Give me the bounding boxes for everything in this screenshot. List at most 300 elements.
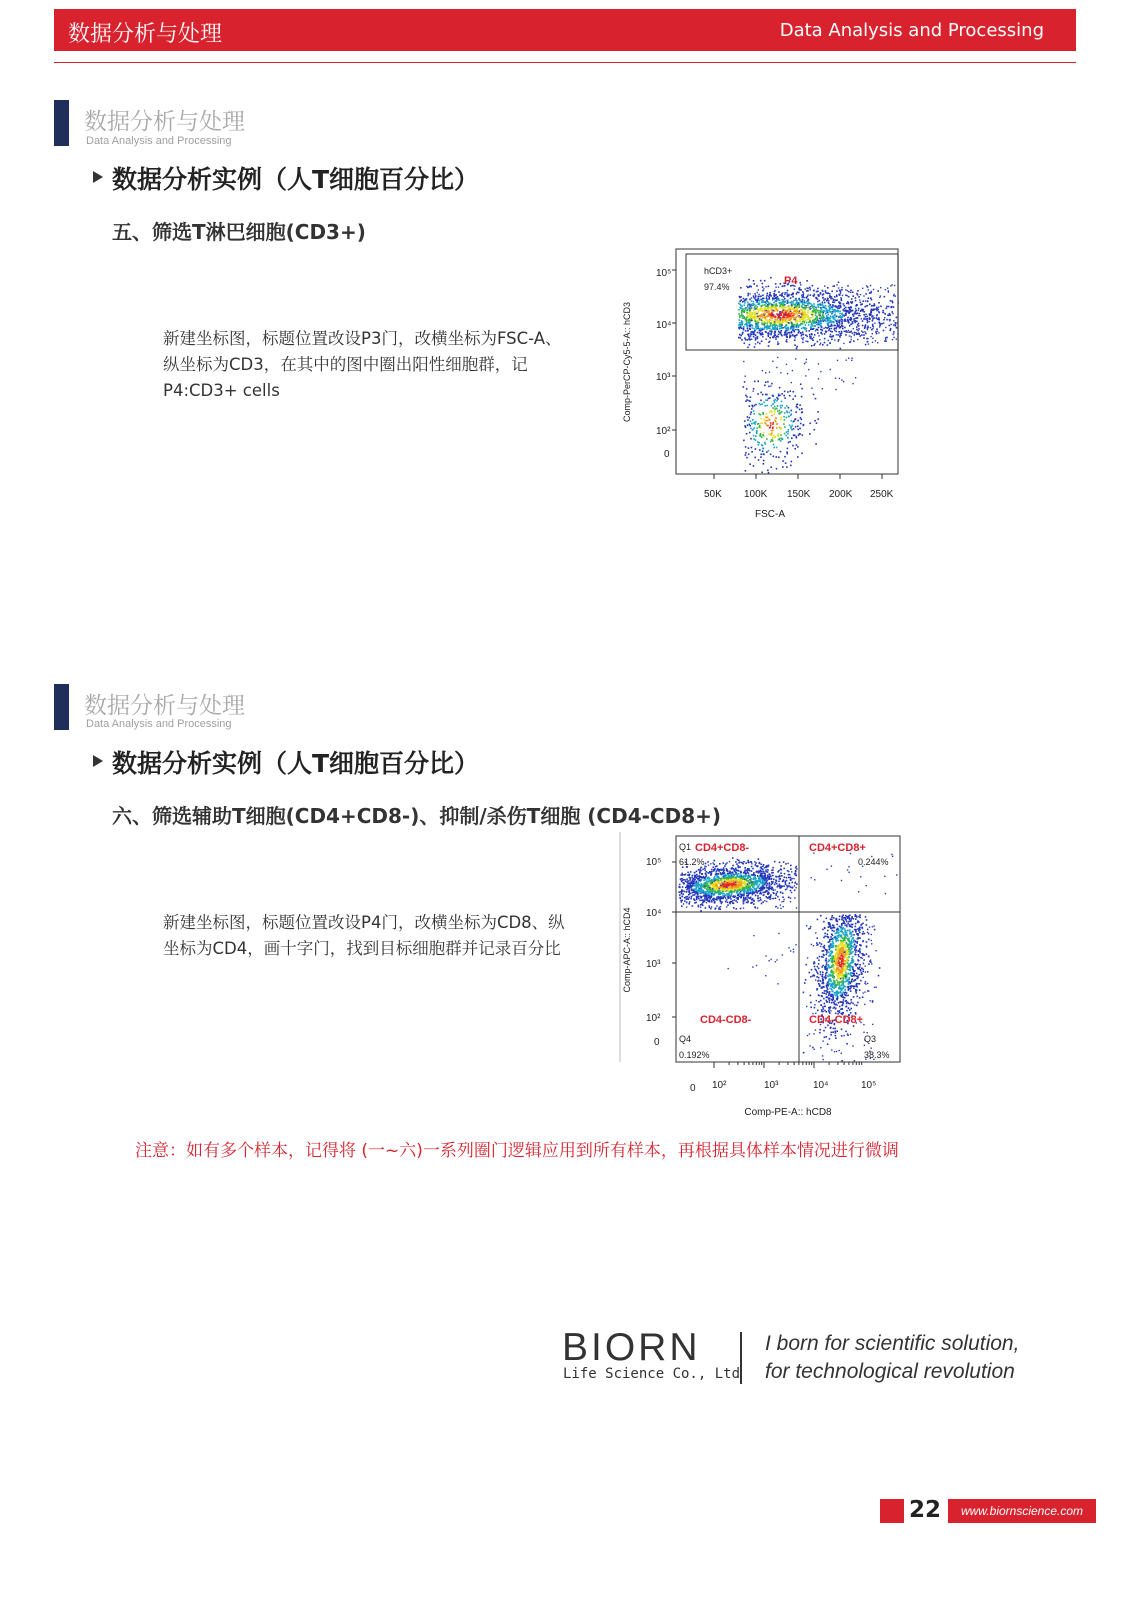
scatter-point (823, 1030, 825, 1032)
scatter-point (843, 999, 845, 1001)
scatter-point (762, 901, 764, 903)
scatter-point (781, 405, 783, 407)
scatter-point (767, 869, 769, 871)
scatter-point (706, 875, 707, 876)
scatter-point (760, 305, 762, 307)
scatter-point (685, 896, 687, 898)
scatter-point (769, 873, 771, 875)
scatter-point (761, 340, 763, 342)
scatter-point (739, 322, 741, 324)
scatter-point (718, 880, 720, 882)
scatter-point (860, 294, 861, 295)
scatter-point (818, 335, 819, 336)
scatter-point (755, 339, 756, 340)
scatter-point (754, 457, 756, 459)
scatter-point (681, 893, 683, 895)
scatter-point (746, 891, 748, 893)
scatter-point (782, 310, 783, 311)
scatter-point (722, 872, 724, 874)
scatter-point (729, 888, 731, 890)
scatter-point (827, 293, 829, 295)
scatter-point (780, 434, 782, 436)
scatter-point (879, 323, 880, 324)
scatter-point (806, 964, 808, 966)
scatter-point (842, 326, 844, 328)
scatter-point (771, 313, 773, 315)
scatter-point (884, 296, 886, 298)
scatter-point (749, 328, 751, 330)
scatter-point (756, 427, 758, 429)
scatter-point (872, 316, 873, 317)
scatter-point (801, 453, 803, 455)
scatter-point (776, 400, 778, 402)
scatter-point (723, 875, 724, 876)
scatter-point (803, 424, 805, 426)
scatter-point (773, 304, 775, 306)
scatter-point (835, 389, 836, 390)
scatter-point (780, 321, 782, 323)
scatter-point (775, 338, 777, 340)
scatter-point (858, 296, 860, 298)
scatter-point (837, 982, 839, 984)
scatter-point (765, 878, 767, 880)
scatter-point (744, 420, 746, 422)
scatter-point (830, 320, 832, 322)
scatter-point (803, 992, 805, 994)
scatter-point (851, 942, 853, 944)
scatter-point (729, 861, 730, 862)
scatter-point (782, 881, 784, 883)
scatter-point (752, 899, 753, 900)
x-tick-label: 250K (870, 489, 894, 500)
scatter-point (840, 317, 842, 319)
scatter-point (815, 315, 817, 317)
scatter-point (750, 335, 752, 337)
scatter-point (762, 394, 764, 396)
scatter-point (765, 301, 766, 302)
scatter-point (773, 456, 775, 458)
scatter-point (749, 309, 751, 311)
scatter-point (696, 899, 698, 901)
scatter-point (811, 338, 813, 340)
scatter-point (827, 314, 829, 316)
scatter-point (764, 882, 766, 884)
scatter-point (762, 304, 764, 306)
scatter-point (858, 950, 860, 952)
scatter-point (760, 899, 762, 901)
scatter-point (749, 892, 751, 894)
scatter-point (751, 408, 753, 410)
scatter-point (764, 884, 766, 886)
scatter-point (855, 963, 857, 965)
scatter-point (878, 302, 880, 304)
scatter-point (862, 310, 864, 312)
scatter-point (724, 889, 726, 891)
scatter-point (773, 898, 774, 899)
gate-percent: 97.4% (704, 282, 730, 292)
scatter-point (789, 334, 790, 335)
scatter-point (820, 329, 821, 330)
scatter-point (839, 302, 840, 303)
scatter-point (715, 884, 717, 886)
x-tick-label: 100K (744, 489, 768, 500)
scatter-point (830, 331, 832, 333)
scatter-point (753, 283, 755, 285)
scatter-point (855, 992, 857, 994)
scatter-point (778, 322, 780, 324)
scatter-point (694, 877, 696, 879)
scatter-point (873, 305, 875, 307)
scatter-point (685, 881, 686, 882)
scatter-point (859, 315, 860, 316)
scatter-point (837, 1010, 839, 1012)
scatter-point (834, 311, 836, 313)
scatter-point (761, 871, 763, 873)
scatter-point (816, 422, 818, 424)
scatter-point (752, 875, 753, 876)
scatter-point (765, 869, 767, 871)
scatter-point (797, 302, 798, 303)
scatter-point (847, 319, 849, 321)
scatter-point (806, 297, 808, 299)
scatter-point (716, 871, 718, 873)
scatter-point (789, 317, 791, 319)
scatter-point (709, 907, 711, 909)
scatter-point (844, 327, 846, 329)
scatter-point (692, 894, 694, 896)
scatter-point (735, 876, 737, 878)
scatter-point (762, 290, 764, 292)
scatter-point (868, 297, 870, 299)
scatter-point (767, 470, 769, 472)
scatter-point (680, 900, 681, 901)
scatter-point (832, 321, 834, 323)
scatter-point (836, 331, 838, 333)
scatter-point (857, 964, 859, 966)
scatter-point (847, 321, 849, 323)
scatter-point (681, 901, 683, 903)
scatter-point (800, 417, 802, 419)
scatter-point (757, 316, 758, 317)
scatter-point (753, 427, 755, 429)
scatter-point (772, 898, 773, 899)
scatter-point (746, 317, 748, 319)
scatter-point (851, 339, 852, 340)
scatter-point (865, 916, 867, 918)
scatter-point (800, 332, 802, 334)
scatter-point (752, 429, 754, 431)
y-tick-label: 10⁴ (656, 320, 672, 331)
scatter-point (702, 892, 703, 893)
scatter-point (786, 327, 788, 329)
scatter-point (835, 995, 837, 997)
scatter-point (694, 879, 696, 881)
scatter-point (712, 862, 713, 863)
scatter-point (769, 330, 771, 332)
scatter-point (695, 891, 697, 893)
scatter-point (853, 996, 855, 998)
scatter-point (718, 877, 720, 879)
scatter-point (743, 386, 745, 388)
scatter-point (742, 333, 744, 335)
scatter-point (768, 326, 770, 328)
scatter-point (879, 967, 881, 969)
scatter-point (733, 907, 735, 909)
scatter-point (752, 894, 753, 895)
scatter-point (855, 332, 856, 333)
scatter-point (843, 310, 845, 312)
scatter-point (827, 344, 829, 346)
scatter-point (894, 285, 895, 286)
scatter-point (839, 1010, 841, 1012)
scatter-point (742, 301, 744, 303)
scatter-point (870, 318, 871, 319)
scatter-point (845, 961, 847, 963)
scatter-point (840, 297, 841, 298)
scatter-point (838, 341, 839, 342)
scatter-point (811, 314, 812, 315)
scatter-point (770, 876, 771, 877)
scatter-point (724, 865, 726, 867)
scatter-point (766, 399, 768, 401)
scatter-point (736, 908, 738, 910)
scatter-point (877, 290, 879, 292)
scatter-point (749, 424, 751, 426)
scatter-point (791, 326, 792, 327)
scatter-point (772, 881, 774, 883)
scatter-point (823, 328, 824, 329)
scatter-point (759, 318, 760, 319)
scatter-point (778, 331, 779, 332)
scatter-point (786, 431, 788, 433)
scatter-point (851, 298, 853, 300)
scatter-point (722, 879, 724, 881)
scatter-point (799, 324, 801, 326)
scatter-point (784, 391, 786, 393)
scatter-point (838, 331, 840, 333)
scatter-point (810, 326, 812, 328)
scatter-point (766, 451, 768, 453)
scatter-point (811, 969, 813, 971)
scatter-point (731, 875, 732, 876)
scatter-point (760, 867, 762, 869)
scatter-point (829, 1000, 831, 1002)
scatter-point (833, 325, 835, 327)
scatter-point (841, 321, 843, 323)
scatter-point (704, 899, 705, 900)
scatter-point (740, 885, 742, 887)
scatter-point (749, 304, 750, 305)
scatter-point (827, 324, 829, 326)
scatter-point (780, 440, 782, 442)
scatter-point (859, 966, 861, 968)
scatter-point (787, 437, 789, 439)
scatter-point (782, 466, 784, 468)
scatter-point (865, 305, 866, 306)
scatter-point (788, 896, 790, 898)
scatter-point (852, 383, 853, 384)
scatter-point (746, 888, 748, 890)
scatter-point (742, 895, 744, 897)
scatter-point (719, 863, 721, 865)
scatter-point (865, 316, 866, 317)
scatter-point (774, 861, 776, 863)
scatter-point (885, 339, 886, 340)
scatter-point (855, 297, 857, 299)
section-description: 新建坐标图，标题位置改设P4门，改横坐标为CD8、纵坐标为CD4，画十字门，找到目标细胞群并记录百分比 (163, 913, 565, 958)
scatter-point (762, 310, 764, 312)
scatter-point (818, 977, 820, 979)
scatter-point (802, 331, 804, 333)
scatter-point (841, 287, 842, 288)
scatter-point (708, 865, 709, 866)
scatter-point (847, 285, 848, 286)
scatter-point (779, 326, 781, 328)
scatter-point (731, 892, 733, 894)
scatter-point (722, 869, 724, 871)
scatter-point (830, 974, 832, 976)
scatter-point (698, 905, 700, 907)
scatter-point (829, 342, 830, 343)
scatter-point (845, 986, 847, 988)
scatter-point (846, 924, 848, 926)
scatter-point (802, 302, 804, 304)
scatter-point (839, 337, 840, 338)
scatter-point (820, 323, 822, 325)
scatter-point (734, 896, 735, 897)
scatter-point (776, 427, 778, 429)
scatter-point (787, 310, 789, 312)
scatter-point (820, 974, 822, 976)
scatter-point (774, 325, 776, 327)
scatter-point (727, 883, 729, 885)
scatter-point (784, 294, 785, 295)
scatter-point (823, 921, 825, 923)
scatter-point (692, 877, 694, 879)
section-description: 新建坐标图，标题位置改设P3门，改横坐标为FSC-A、纵坐标为CD3，在其中的图中圈出阳性细胞群，记P4:CD3+ cells (163, 329, 562, 400)
scatter-point (840, 955, 842, 957)
scatter-point (797, 420, 799, 422)
scatter-point (778, 394, 779, 395)
scatter-point (790, 427, 792, 429)
scatter-point (791, 429, 793, 431)
scatter-point (772, 427, 774, 429)
scatter-point (896, 317, 897, 318)
scatter-point (775, 882, 777, 884)
scatter-point (725, 897, 727, 899)
scatter-point (841, 937, 843, 939)
scatter-point (753, 310, 755, 312)
scatter-point (714, 869, 715, 870)
scatter-point (818, 363, 819, 364)
scatter-point (835, 1008, 837, 1010)
scatter-point (861, 309, 863, 311)
scatter-point (771, 306, 773, 308)
scatter-point (757, 338, 759, 340)
scatter-point (749, 882, 750, 883)
scatter-point (799, 428, 801, 430)
scatter-point (747, 328, 748, 329)
scatter-point (841, 1060, 843, 1062)
scatter-point (892, 334, 893, 335)
scatter-point (859, 313, 861, 315)
scatter-point (750, 333, 752, 335)
scatter-point (815, 398, 817, 400)
scatter-point (851, 360, 852, 361)
scatter-point (786, 292, 787, 293)
scatter-point (833, 917, 835, 919)
scatter-point (846, 360, 847, 361)
scatter-point (847, 923, 849, 925)
scatter-point (686, 880, 688, 882)
scatter-point (779, 412, 781, 414)
scatter-point (785, 462, 787, 464)
scatter-point (744, 316, 746, 318)
scatter-point (843, 303, 845, 305)
scatter-point (724, 884, 726, 886)
scatter-point (772, 889, 774, 891)
scatter-point (763, 463, 765, 465)
scatter-point (762, 308, 764, 310)
scatter-point (759, 316, 761, 318)
scatter-point (850, 331, 852, 333)
scatter-point (803, 334, 805, 336)
scatter-point (790, 297, 792, 299)
scatter-point (716, 887, 718, 889)
scatter-point (893, 320, 894, 321)
scatter-point (780, 372, 781, 373)
scatter-point (755, 296, 756, 297)
scatter-point (875, 340, 876, 341)
scatter-point (778, 336, 779, 337)
scatter-point (790, 898, 791, 899)
scatter-point (848, 330, 849, 331)
scatter-point (791, 437, 793, 439)
scatter-point (783, 868, 785, 870)
scatter-point (810, 1002, 812, 1004)
scatter-point (808, 324, 810, 326)
scatter-point (802, 321, 804, 323)
scatter-point (799, 319, 801, 321)
scatter-point (878, 322, 880, 324)
section-subheading: 五、筛选T淋巴细胞(CD3+) (112, 220, 366, 244)
scatter-point (890, 324, 891, 325)
scatter-point (763, 864, 765, 866)
scatter-point (736, 863, 738, 865)
scatter-point (749, 425, 751, 427)
scatter-point (820, 315, 821, 316)
scatter-point (738, 873, 740, 875)
scatter-point (807, 341, 809, 343)
scatter-point (738, 862, 740, 864)
scatter-point (697, 883, 699, 885)
scatter-point (855, 305, 857, 307)
scatter-point (880, 295, 881, 296)
scatter-point (788, 429, 790, 431)
scatter-point (867, 341, 868, 342)
scatter-point (869, 304, 871, 306)
scatter-point (786, 364, 787, 365)
scatter-point (720, 879, 722, 881)
scatter-point (843, 927, 845, 929)
scatter-point (772, 438, 774, 440)
bullet-triangle-icon (93, 171, 103, 183)
scatter-point (723, 893, 725, 895)
scatter-point (845, 309, 847, 311)
scatter-point (788, 314, 790, 316)
scatter-point (781, 314, 783, 316)
scatter-point (740, 335, 742, 337)
